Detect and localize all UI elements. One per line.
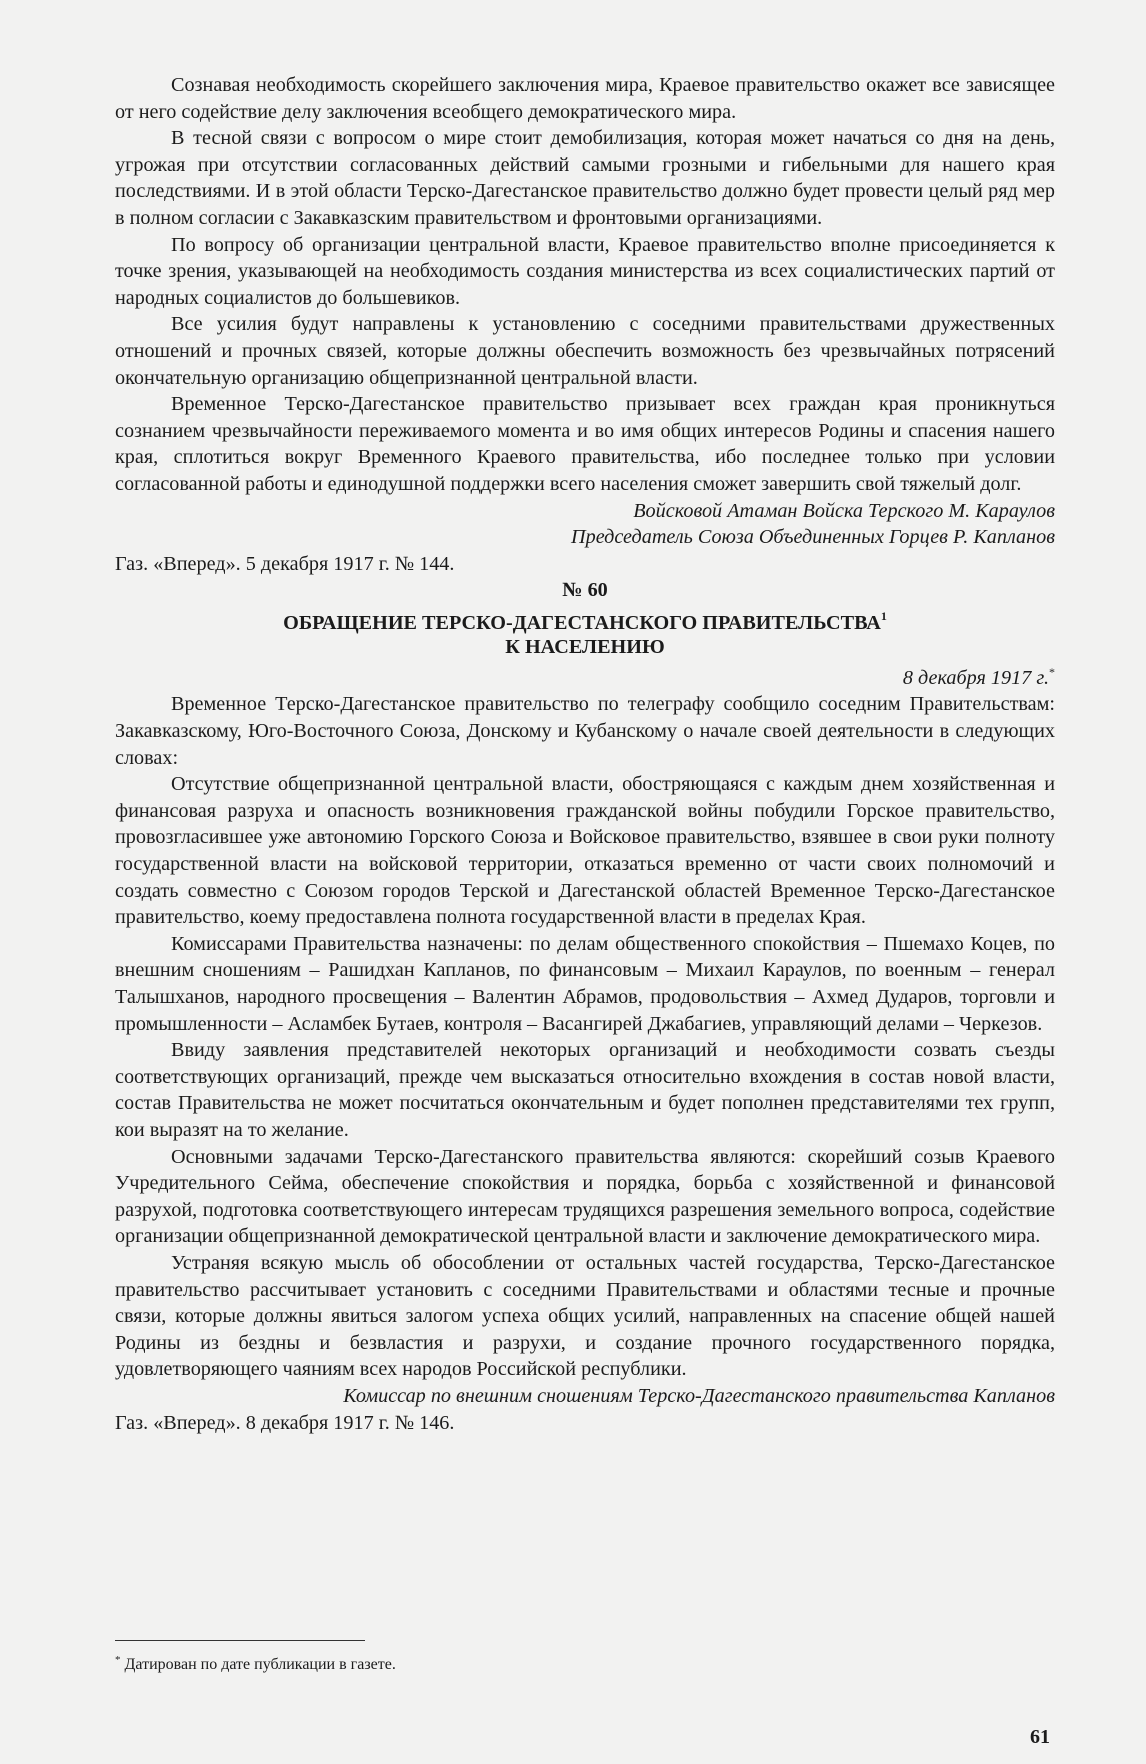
signature-ataman: Войсковой Атаман Войска Терского М. Караулов [633, 499, 1055, 522]
paragraph: Временное Терско-Дагестанское правительство по телеграфу сообщило соседним Правительствам: Закавказскому, Юго-Восточного Союза, Донскому и Кубанскому о начале своей деятельности в следующих словах: [115, 693, 1055, 769]
date-footnote-mark: * [1049, 664, 1055, 679]
document-title-line-2: К НАСЕЛЕНИЮ [505, 635, 665, 658]
document-number: № 60 [562, 579, 608, 602]
footnote-mark: * [115, 1654, 121, 1666]
paragraph: Основными задачами Терско-Дагестанского правительства являются: скорейший созыв Краевого Учредительного Сейма, обеспечение спокойствия и порядка, борьба с хозяйственной и финансовой разрухой, подготовка соответствующего интересам трудящихся разрешения земельного вопроса, содействие организации общепризнанной демократической центральной власти и заключение демократического мира. [115, 1145, 1055, 1248]
paragraph: Комиссарами Правительства назначены: по делам общественного спокойствия – Пшемахо Коцев, по внешним сношениям – Рашидхан Капланов, по финансовым – Михаил Караулов, по военным – генерал Талышханов, народного просвещения – Валентин Абрамов, продовольствия – Ахмед Дударов, торговли и промышленности – Асламбек Бутаев, контроля – Васангирей Джабагиев, управляющий делами – Черкезов. [115, 932, 1055, 1035]
page-number: 61 [1030, 1726, 1050, 1748]
source-text: Газ. «Вперед». 5 декабря 1917 г. № 144. [115, 552, 455, 575]
document-title [115, 604, 1055, 635]
paragraph: Временное Терско-Дагестанское правительство призывает всех граждан края проникнуться сознанием чрезвычайности переживаемого момента и во имя общих интересов Родины и спасения нашего края, сплотиться вокруг Временного Краевого правительства, ибо последнее только при условии согласованной работы и единодушной поддержки всего населения сможет завершить свой тяжелый долг. [115, 393, 1055, 495]
footnote-text: Датирован по дате публикации в газете. [124, 1656, 396, 1673]
title-line-1: ОБРАЩЕНИЕ ТЕРСКО-ДАГЕСТАНСКОГО ПРАВИТЕЛЬСТВА [283, 611, 881, 634]
footnote [115, 1650, 396, 1675]
paragraph: Отсутствие общепризнанной центральной власти, обостряющаяся с каждым днем хозяйственная и финансовая разруха и опасность возникновения гражданской войны побудили Горское правительство, провозгласившее уже автономию Горского Союза и Войсковое правительство, взявшее в свои руки полноту государственной власти на войсковой территории, отказаться временно от части своих полномочий и создать совместно с Союзом городов Терской и Дагестанской областей Временное Терско-Дагестанское правительство, коему предоставлена полнота государственной власти в пределах Края. [115, 773, 1055, 929]
title-footnote-mark: 1 [880, 608, 887, 623]
document-date [115, 659, 1055, 692]
signature-chairman: Председатель Союза Объединенных Горцев Р. Капланов [571, 526, 1055, 549]
text-column [115, 72, 1055, 1436]
paragraph: Все усилия будут направлены к установлению с соседними правительствами дружественных отношений и прочных связей, которые должны обеспечить возможность без чрезвычайных потрясений окончательную организацию общепризнанной центральной власти. [115, 313, 1055, 389]
paragraph: Устраняя всякую мысль об обособлении от остальных частей государства, Терско-Дагестанское правительство рассчитывает установить с соседними Правительствами и областями тесные и прочные связи, которые должны явиться залогом успеха общих усилий, направленных на спасение общей нашей Родины из бездны и безвластия и разрухи, и создание прочного государственного порядка, удовлетворяющего чаяниям всех народов Российской республики. [115, 1251, 1055, 1381]
footnote-divider [115, 1640, 365, 1641]
paragraph: Ввиду заявления представителей некоторых организаций и необходимости созвать съезды соответствующих организаций, прежде чем высказаться относительно вхождения в состав новой власти, состав Правительства не может посчитаться окончательным и будет пополнен представителями тех групп, кои выразят на то желание. [115, 1039, 1055, 1141]
date-text: 8 декабря 1917 г. [902, 666, 1049, 689]
source-citation-2: Газ. «Вперед». 8 декабря 1917 г. № 146. [115, 1411, 455, 1434]
paragraph: В тесной связи с вопросом о мире стоит демобилизация, которая может начаться со дня на день, угрожая при отсутствии согласованных действий самыми грозными и гибельными для нашего края последствиями. И в этой области Терско-Дагестанское правительство должно будет провести целый ряд мер в полном согласии с Закавказским правительством и фронтовыми организациями. [115, 127, 1055, 229]
signature-commissar: Комиссар по внешним сношениям Терско-Дагестанского правительства Капланов [343, 1384, 1055, 1407]
source-citation [115, 551, 1055, 578]
paragraph: Сознавая необходимость скорейшего заключения мира, Краевое правительство окажет все зависящее от него содействие делу заключения всеобщего демократического мира. [115, 74, 1055, 123]
paragraph: По вопросу об организации центральной власти, Краевое правительство вполне присоединяется к точке зрения, указывающей на необходимость создания министерства из всех социалистических партий от народных социалистов до большевиков. [115, 233, 1055, 309]
